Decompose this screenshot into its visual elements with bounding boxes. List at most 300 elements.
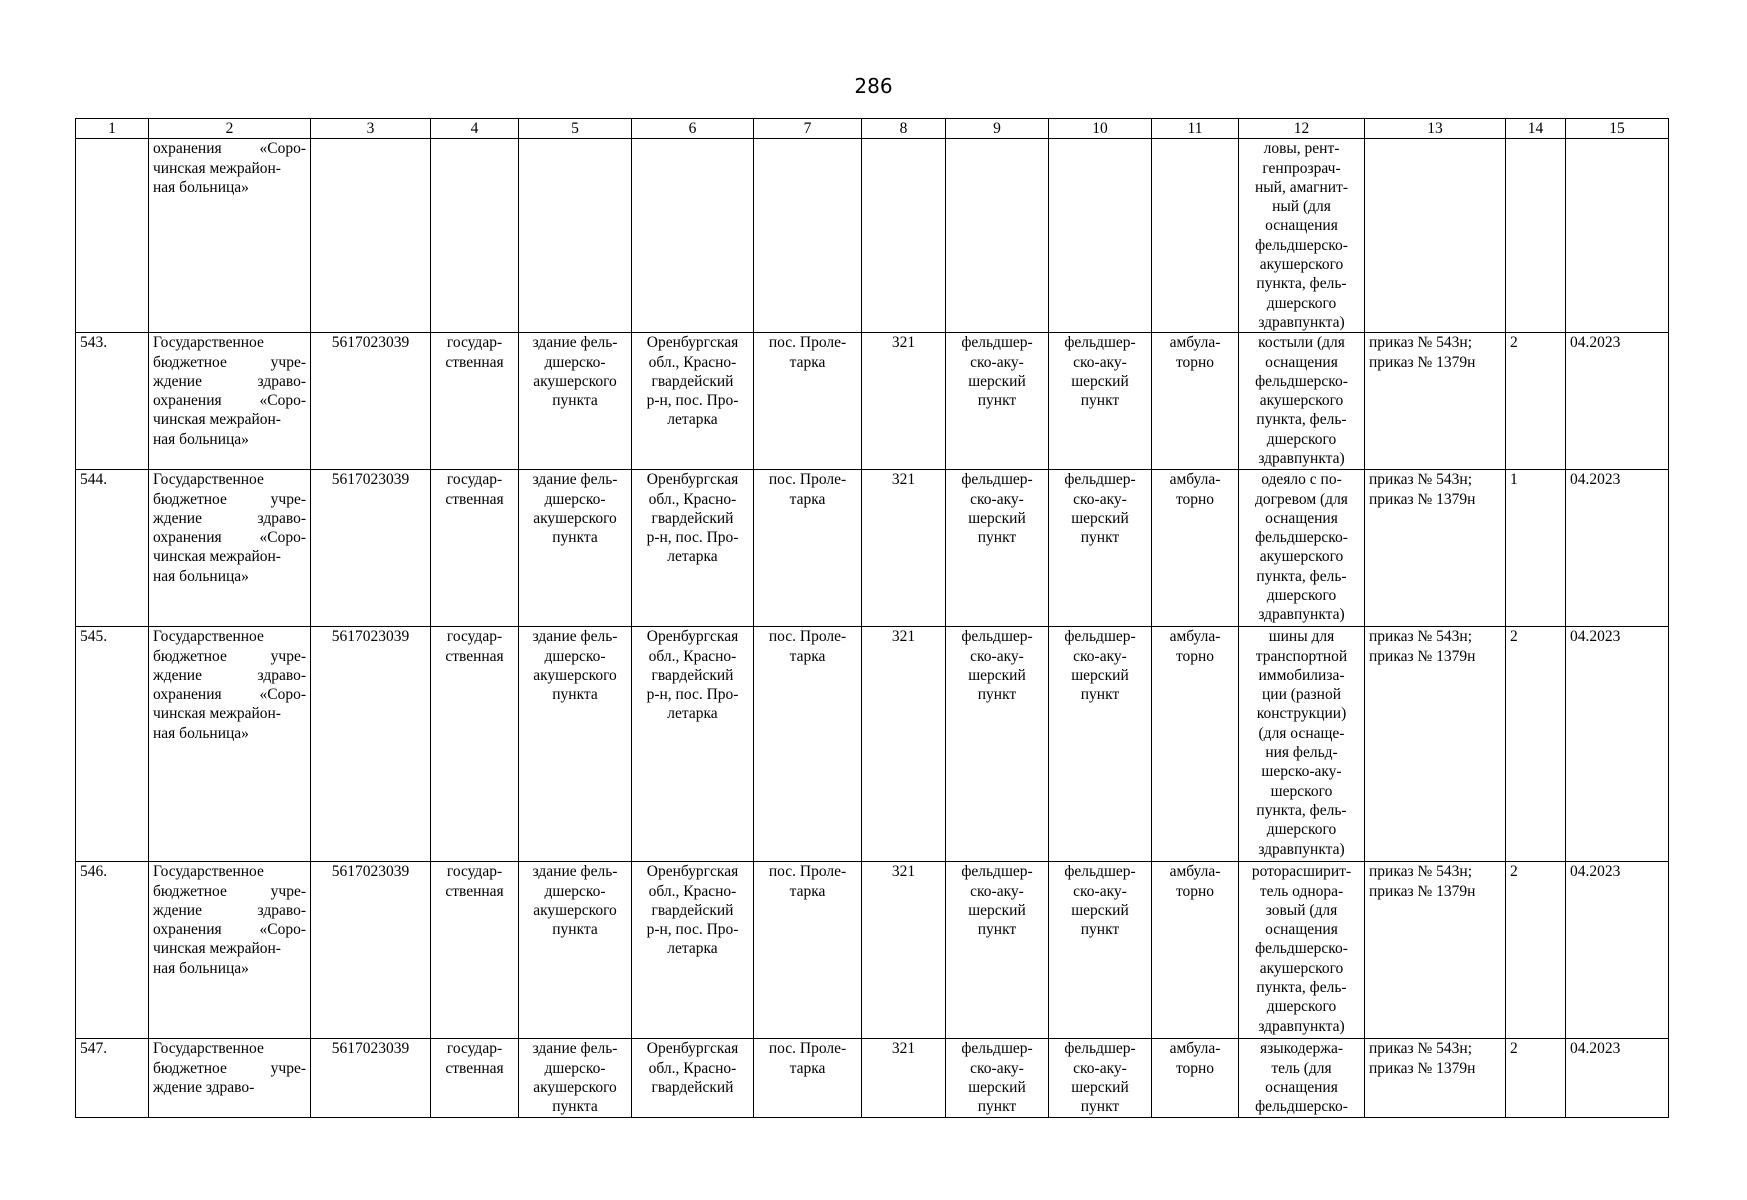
quantity-cell	[1506, 139, 1566, 333]
column-number-2: 2	[149, 119, 311, 139]
quantity-cell: 2	[1506, 333, 1566, 470]
cell-line: амбула-	[1169, 1040, 1221, 1058]
cell-line: летарка	[667, 411, 718, 429]
cell-line: пункта, фель-	[1256, 411, 1347, 429]
cell-line: государ-	[446, 471, 503, 489]
order-cell	[1365, 139, 1506, 333]
cell-line: ственная	[445, 1059, 504, 1077]
cell-line: ско-аку-	[1073, 882, 1127, 900]
cell-line: Оренбургская	[646, 1040, 739, 1058]
cell-line: пункт	[977, 392, 1017, 410]
cell-line: ная больница»	[153, 959, 249, 977]
cell-line: фельдшерско-	[1255, 372, 1348, 390]
cell-line: приказ № 1379н	[1369, 490, 1476, 508]
equipment-cell	[1239, 627, 1365, 862]
cell-line: пос. Проле-	[768, 334, 847, 352]
cell-line: приказ № 1379н	[1369, 353, 1476, 371]
cell-line: ственная	[445, 353, 504, 371]
organization-cell	[149, 139, 311, 333]
table-row	[76, 139, 1669, 333]
cell-line: ждение здраво-	[153, 372, 306, 390]
cell-line: амбула-	[1169, 334, 1221, 352]
cell-line: фельдшер-	[961, 628, 1033, 646]
cell-line: Государственное	[153, 628, 264, 646]
address-cell	[632, 333, 754, 470]
cell-line: бюджетное учре-	[153, 353, 306, 371]
cell-line: торно	[1175, 882, 1215, 900]
cell-line: ный (для	[1272, 198, 1331, 216]
order-cell	[1365, 470, 1506, 627]
service-mode-cell	[1152, 470, 1239, 627]
cell-line: государ-	[446, 628, 503, 646]
cell-line: пункта	[552, 686, 598, 704]
inn-cell: 5617023039	[311, 1039, 431, 1118]
cell-line: торно	[1175, 490, 1215, 508]
cell-line: пункт	[1080, 529, 1120, 547]
cell-line: пос. Проле-	[768, 471, 847, 489]
cell-line: ная больница»	[153, 178, 249, 196]
cell-line: Государственное	[153, 1040, 264, 1058]
cell-line: чинская межрайон-	[153, 705, 281, 723]
cell-line: Государственное	[153, 334, 264, 352]
cell-line: тель однора-	[1259, 882, 1344, 900]
cell-line: гвардейский	[651, 1078, 734, 1096]
cell-line: дшерско-	[544, 882, 606, 900]
date-cell: 04.2023	[1566, 333, 1669, 470]
cell-line: обл., Красно-	[648, 1059, 737, 1077]
cell-line: дшерско-	[544, 1059, 606, 1077]
cell-line: фельдшер-	[1064, 334, 1136, 352]
cell-line: р-н, пос. Про-	[646, 686, 739, 704]
cell-line: пункта	[552, 529, 598, 547]
cell-line: фельдшер-	[1064, 1040, 1136, 1058]
inn-cell	[311, 139, 431, 333]
equipment-cell	[1239, 139, 1365, 333]
cell-line: дшерского	[1266, 294, 1337, 312]
cell-line: амбула-	[1169, 471, 1221, 489]
cell-line: пос. Проле-	[768, 863, 847, 881]
cell-line: Оренбургская	[646, 334, 739, 352]
cell-line: акушерского	[1259, 548, 1344, 566]
cell-line: фельдшер-	[961, 334, 1033, 352]
cell-line: пункт	[977, 529, 1017, 547]
cell-line: пос. Проле-	[768, 628, 847, 646]
cell-line: здравпункта)	[1258, 1017, 1345, 1035]
cell-line: охранения «Соро-	[153, 921, 306, 939]
cell-line: оснащения	[1265, 509, 1338, 527]
cell-line: чинская межрайон-	[153, 411, 281, 429]
cell-line: дшерско-	[544, 490, 606, 508]
unit-name-cell	[1049, 862, 1152, 1039]
unit-name-cell	[1049, 139, 1152, 333]
column-number-5: 5	[519, 119, 632, 139]
settlement-cell	[754, 139, 862, 333]
cell-line: шерский	[968, 1078, 1026, 1096]
cell-line: языкодержа-	[1260, 1040, 1343, 1058]
inn-cell: 5617023039	[311, 862, 431, 1039]
cell-line: здание фель-	[532, 863, 618, 881]
cell-line: ско-аку-	[970, 353, 1024, 371]
cell-line: дшерско-	[544, 353, 606, 371]
cell-line: ции (разной	[1261, 686, 1341, 704]
row-number-cell: 545.	[76, 627, 149, 862]
cell-line: акушерского	[1259, 959, 1344, 977]
organization-cell	[149, 470, 311, 627]
cell-line: акушерского	[533, 509, 617, 527]
registry-table	[75, 118, 1669, 1118]
equipment-cell	[1239, 1039, 1365, 1118]
cell-line: пункт	[977, 686, 1017, 704]
cell-line: шерский	[1071, 1078, 1129, 1096]
building-cell	[519, 333, 632, 470]
date-cell: 04.2023	[1566, 862, 1669, 1039]
cell-line: гвардейский	[651, 901, 734, 919]
building-cell	[519, 862, 632, 1039]
cell-line: обл., Красно-	[648, 490, 737, 508]
cell-line: иммобилиза-	[1258, 666, 1345, 684]
column-number-4: 4	[431, 119, 519, 139]
cell-line: фельдшер-	[1064, 471, 1136, 489]
inn-cell: 5617023039	[311, 470, 431, 627]
cell-line: тель (для	[1271, 1059, 1332, 1077]
table-row	[76, 470, 1669, 627]
column-number-9: 9	[946, 119, 1049, 139]
quantity-cell: 1	[1506, 470, 1566, 627]
quantity-cell: 2	[1506, 862, 1566, 1039]
cell-line: транспортной	[1255, 647, 1348, 665]
order-cell	[1365, 333, 1506, 470]
cell-line: гвардейский	[651, 372, 734, 390]
cell-line: здание фель-	[532, 471, 618, 489]
cell-line: ная больница»	[153, 724, 249, 742]
cell-line: здание фель-	[532, 1040, 618, 1058]
column-number-12: 12	[1239, 119, 1365, 139]
code-cell: 321	[862, 1039, 946, 1118]
cell-line: ный, амагнит-	[1254, 178, 1349, 196]
cell-line: ственная	[445, 490, 504, 508]
cell-line: чинская межрайон-	[153, 548, 281, 566]
cell-line: Оренбургская	[646, 863, 739, 881]
order-cell	[1365, 1039, 1506, 1118]
row-number-cell: 543.	[76, 333, 149, 470]
column-number-3: 3	[311, 119, 431, 139]
cell-line: роторасширит-	[1251, 863, 1352, 881]
cell-line: государ-	[446, 1040, 503, 1058]
address-cell	[632, 862, 754, 1039]
service-mode-cell	[1152, 1039, 1239, 1118]
column-number-1: 1	[76, 119, 149, 139]
cell-line: ско-аку-	[1073, 647, 1127, 665]
organization-cell	[149, 333, 311, 470]
cell-line: акушерского	[533, 666, 617, 684]
cell-line: приказ № 1379н	[1369, 1059, 1476, 1077]
cell-line: гвардейский	[651, 666, 734, 684]
cell-line: шерский	[968, 901, 1026, 919]
cell-line: пункта	[552, 921, 598, 939]
cell-line: пункта, фель-	[1256, 801, 1347, 819]
order-cell	[1365, 627, 1506, 862]
cell-line: приказ № 543н;	[1369, 1040, 1473, 1058]
cell-line: Государственное	[153, 863, 264, 881]
unit-name-cell	[1049, 470, 1152, 627]
column-number-7: 7	[754, 119, 862, 139]
cell-line: пункт	[977, 1098, 1017, 1116]
row-number-cell: 547.	[76, 1039, 149, 1118]
cell-line: шерский	[1071, 901, 1129, 919]
row-number-cell: 544.	[76, 470, 149, 627]
cell-line: оснащения	[1265, 921, 1338, 939]
code-cell	[862, 139, 946, 333]
cell-line: охранения «Соро-	[153, 686, 306, 704]
cell-line: охранения «Соро-	[153, 392, 306, 410]
ownership-cell	[431, 862, 519, 1039]
code-cell: 321	[862, 333, 946, 470]
row-number-cell: 546.	[76, 862, 149, 1039]
cell-line: фельдшерско-	[1255, 940, 1348, 958]
cell-line: бюджетное учре-	[153, 490, 306, 508]
cell-line: оснащения	[1265, 353, 1338, 371]
cell-line: ждение здраво-	[153, 666, 306, 684]
column-number-11: 11	[1152, 119, 1239, 139]
organization-cell	[149, 862, 311, 1039]
cell-line: приказ № 1379н	[1369, 647, 1476, 665]
cell-line: чинская межрайон-	[153, 940, 281, 958]
cell-line: торно	[1175, 1059, 1215, 1077]
service-mode-cell	[1152, 139, 1239, 333]
cell-line: ско-аку-	[970, 1059, 1024, 1077]
cell-line: фельдшерско-	[1255, 529, 1348, 547]
cell-line: государ-	[446, 863, 503, 881]
cell-line: дшерского	[1266, 821, 1337, 839]
cell-line: шерский	[968, 372, 1026, 390]
unit-name-cell	[1049, 627, 1152, 862]
cell-line: пос. Проле-	[768, 1040, 847, 1058]
cell-line: акушерского	[533, 901, 617, 919]
cell-line: бюджетное учре-	[153, 1059, 306, 1077]
inn-cell: 5617023039	[311, 627, 431, 862]
cell-line: р-н, пос. Про-	[646, 392, 739, 410]
cell-line: приказ № 543н;	[1369, 334, 1473, 352]
cell-line: ско-аку-	[970, 490, 1024, 508]
column-number-6: 6	[632, 119, 754, 139]
cell-line: шерский	[1071, 666, 1129, 684]
cell-line: ственная	[445, 882, 504, 900]
cell-line: р-н, пос. Про-	[646, 921, 739, 939]
cell-line: ско-аку-	[1073, 1059, 1127, 1077]
cell-line: ловы, рент-	[1263, 140, 1340, 158]
equipment-cell	[1239, 862, 1365, 1039]
cell-line: чинская межрайон-	[153, 159, 281, 177]
cell-line: пункта, фель-	[1256, 275, 1347, 293]
settlement-cell	[754, 333, 862, 470]
cell-line: шерский	[1071, 509, 1129, 527]
cell-line: пункт	[1080, 921, 1120, 939]
organization-cell	[149, 1039, 311, 1118]
cell-line: фельдшер-	[961, 1040, 1033, 1058]
page-number: 286	[854, 74, 893, 98]
quantity-cell: 2	[1506, 627, 1566, 862]
cell-line: фельдшерско-	[1255, 1098, 1348, 1116]
cell-line: здравпункта)	[1258, 313, 1345, 331]
cell-line: шины для	[1268, 628, 1335, 646]
date-cell: 04.2023	[1566, 627, 1669, 862]
code-cell: 321	[862, 862, 946, 1039]
cell-line: догревом (для	[1255, 490, 1348, 508]
unit-type-cell	[946, 862, 1049, 1039]
code-cell: 321	[862, 470, 946, 627]
cell-line: здравпункта)	[1258, 840, 1345, 858]
cell-line: охранения «Соро-	[153, 140, 306, 158]
address-cell	[632, 627, 754, 862]
equipment-cell	[1239, 470, 1365, 627]
cell-line: ственная	[445, 647, 504, 665]
cell-line: пункта, фель-	[1256, 567, 1347, 585]
cell-line: акушерского	[1259, 256, 1344, 274]
cell-line: шерский	[968, 666, 1026, 684]
cell-line: генпрозрач-	[1262, 159, 1341, 177]
cell-line: ждение здраво-	[153, 1078, 255, 1096]
address-cell	[632, 139, 754, 333]
service-mode-cell	[1152, 627, 1239, 862]
cell-line: приказ № 543н;	[1369, 863, 1473, 881]
date-cell	[1566, 139, 1669, 333]
cell-line: акушерского	[1259, 392, 1344, 410]
cell-line: летарка	[667, 705, 718, 723]
cell-line: фельдшерско-	[1255, 236, 1348, 254]
cell-line: фельдшер-	[1064, 628, 1136, 646]
cell-line: приказ № 543н;	[1369, 471, 1473, 489]
ownership-cell	[431, 1039, 519, 1118]
unit-name-cell	[1049, 1039, 1152, 1118]
equipment-cell	[1239, 333, 1365, 470]
building-cell	[519, 1039, 632, 1118]
cell-line: пункт	[1080, 686, 1120, 704]
settlement-cell	[754, 1039, 862, 1118]
unit-type-cell	[946, 1039, 1049, 1118]
cell-line: гвардейский	[651, 509, 734, 527]
table-row	[76, 1039, 1669, 1118]
cell-line: летарка	[667, 548, 718, 566]
cell-line: одеяло с по-	[1261, 471, 1342, 489]
building-cell	[519, 470, 632, 627]
cell-line: пункта	[552, 392, 598, 410]
column-number-15: 15	[1566, 119, 1669, 139]
unit-type-cell	[946, 470, 1049, 627]
unit-type-cell	[946, 139, 1049, 333]
cell-line: зовый (для	[1265, 901, 1338, 919]
row-number-cell	[76, 139, 149, 333]
cell-line: фельдшер-	[1064, 863, 1136, 881]
cell-line: обл., Красно-	[648, 882, 737, 900]
cell-line: шерский	[968, 509, 1026, 527]
cell-line: бюджетное учре-	[153, 882, 306, 900]
cell-line: ско-аку-	[970, 647, 1024, 665]
cell-line: ско-аку-	[970, 882, 1024, 900]
settlement-cell	[754, 862, 862, 1039]
cell-line: обл., Красно-	[648, 353, 737, 371]
cell-line: оснащения	[1265, 217, 1338, 235]
cell-line: здравпункта)	[1258, 450, 1345, 468]
cell-line: пункт	[1080, 1098, 1120, 1116]
cell-line: ско-аку-	[1073, 353, 1127, 371]
cell-line: Государственное	[153, 471, 264, 489]
table-body	[76, 119, 1669, 1118]
column-number-8: 8	[862, 119, 946, 139]
cell-line: шерского	[1270, 782, 1333, 800]
cell-line: ждение здраво-	[153, 901, 306, 919]
ownership-cell	[431, 333, 519, 470]
cell-line: торно	[1175, 353, 1215, 371]
cell-line: приказ № 543н;	[1369, 628, 1473, 646]
cell-line: дшерского	[1266, 998, 1337, 1016]
address-cell	[632, 470, 754, 627]
cell-line: тарка	[789, 490, 826, 508]
cell-line: бюджетное учре-	[153, 647, 306, 665]
cell-line: шерский	[1071, 372, 1129, 390]
date-cell: 04.2023	[1566, 470, 1669, 627]
quantity-cell: 2	[1506, 1039, 1566, 1118]
cell-line: пункта, фель-	[1256, 979, 1347, 997]
cell-line: фельдшер-	[961, 863, 1033, 881]
cell-line: пункт	[1080, 392, 1120, 410]
cell-line: дшерско-	[544, 647, 606, 665]
cell-line: акушерского	[533, 372, 617, 390]
cell-line: обл., Красно-	[648, 647, 737, 665]
date-cell: 04.2023	[1566, 1039, 1669, 1118]
table-row	[76, 333, 1669, 470]
cell-line: государ-	[446, 334, 503, 352]
cell-line: амбула-	[1169, 628, 1221, 646]
cell-line: шерско-аку-	[1261, 763, 1342, 781]
cell-line: амбула-	[1169, 863, 1221, 881]
cell-line: ная больница»	[153, 430, 249, 448]
column-number-14: 14	[1506, 119, 1566, 139]
cell-line: торно	[1175, 647, 1215, 665]
ownership-cell	[431, 627, 519, 862]
building-cell	[519, 139, 632, 333]
ownership-cell	[431, 470, 519, 627]
cell-line: пункта	[552, 1098, 598, 1116]
cell-line: тарка	[789, 647, 826, 665]
address-cell	[632, 1039, 754, 1118]
service-mode-cell	[1152, 862, 1239, 1039]
cell-line: пункт	[977, 921, 1017, 939]
service-mode-cell	[1152, 333, 1239, 470]
column-number-10: 10	[1049, 119, 1152, 139]
settlement-cell	[754, 470, 862, 627]
cell-line: конструкции)	[1256, 705, 1347, 723]
cell-line: ния фельд-	[1265, 744, 1338, 762]
table-row	[76, 862, 1669, 1039]
cell-line: приказ № 1379н	[1369, 882, 1476, 900]
unit-type-cell	[946, 627, 1049, 862]
cell-line: р-н, пос. Про-	[646, 529, 739, 547]
cell-line: здание фель-	[532, 334, 618, 352]
code-cell: 321	[862, 627, 946, 862]
unit-type-cell	[946, 333, 1049, 470]
column-number-13: 13	[1365, 119, 1506, 139]
cell-line: тарка	[789, 882, 826, 900]
column-number-row	[76, 119, 1669, 139]
cell-line: ждение здраво-	[153, 509, 306, 527]
cell-line: Оренбургская	[646, 628, 739, 646]
unit-name-cell	[1049, 333, 1152, 470]
cell-line: акушерского	[533, 1078, 617, 1096]
inn-cell: 5617023039	[311, 333, 431, 470]
cell-line: здание фель-	[532, 628, 618, 646]
cell-line: (для оснаще-	[1258, 724, 1345, 742]
order-cell	[1365, 862, 1506, 1039]
